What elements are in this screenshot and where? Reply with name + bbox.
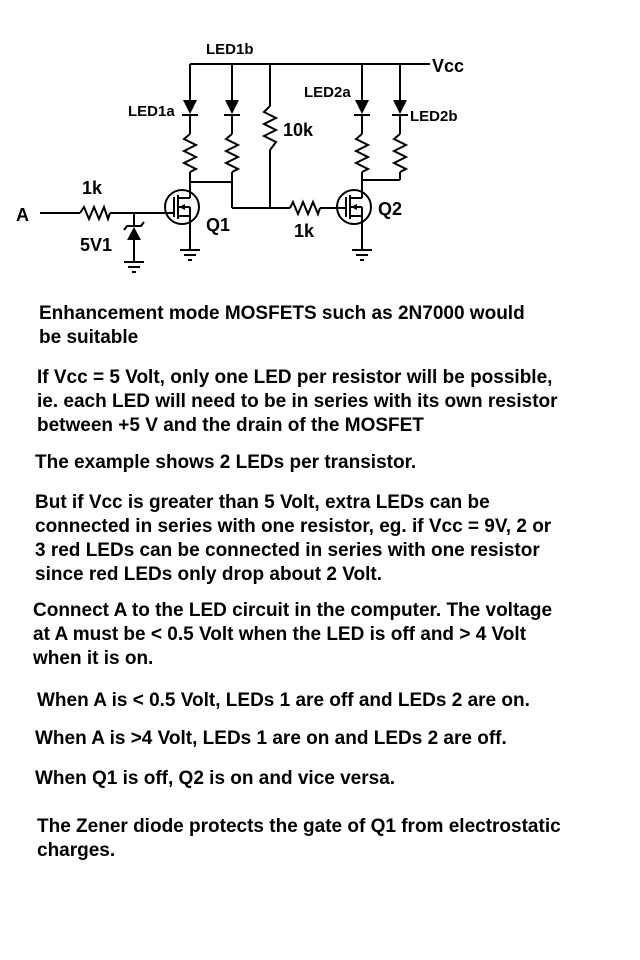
label-led1a: LED1a — [128, 103, 175, 120]
note-zener: The Zener diode protects the gate of Q1 from electrostatic charges. — [37, 816, 561, 861]
label-led2a: LED2a — [304, 84, 351, 101]
note-mosfet-type: Enhancement mode MOSFETS such as 2N7000 would be suitable — [39, 303, 525, 348]
label-vcc: Vcc — [432, 56, 465, 76]
note-q1-q2: When Q1 is off, Q2 is on and vice versa. — [35, 768, 396, 789]
label-q2: Q2 — [378, 199, 403, 219]
label-led1b: LED1b — [206, 41, 254, 58]
label-10k: 10k — [283, 120, 314, 140]
note-connect-a: Connect A to the LED circuit in the computer. The voltage at A must be < 0.5 Volt when the LED is off and > 4 Volt when it is on. — [33, 600, 553, 669]
note-vcc-greater: But if Vcc is greater than 5 Volt, extra LEDs can be connected in series with one resistor, eg. if Vcc = 9V, 2 or 3 red LEDs can be connected in series with one resistor since red LEDs only drop about 2 Volt. — [35, 492, 552, 585]
label-led2b: LED2b — [410, 108, 458, 125]
label-zener: 5V1 — [80, 235, 113, 255]
note-a-high: When A is >4 Volt, LEDs 1 are on and LEDs 2 are off. — [35, 728, 507, 749]
label-1k-input: 1k — [82, 178, 103, 198]
note-a-low: When A is < 0.5 Volt, LEDs 1 are off and LEDs 2 are on. — [37, 690, 530, 711]
note-example: The example shows 2 LEDs per transistor. — [35, 452, 417, 473]
label-input-a: A — [16, 205, 29, 225]
label-q1: Q1 — [206, 215, 231, 235]
label-1k-gate: 1k — [294, 221, 315, 241]
note-vcc-5v: If Vcc = 5 Volt, only one LED per resistor will be possible, ie. each LED will need to be in series with its own resistor between +5 V and the drain of the MOSFET — [37, 367, 558, 436]
